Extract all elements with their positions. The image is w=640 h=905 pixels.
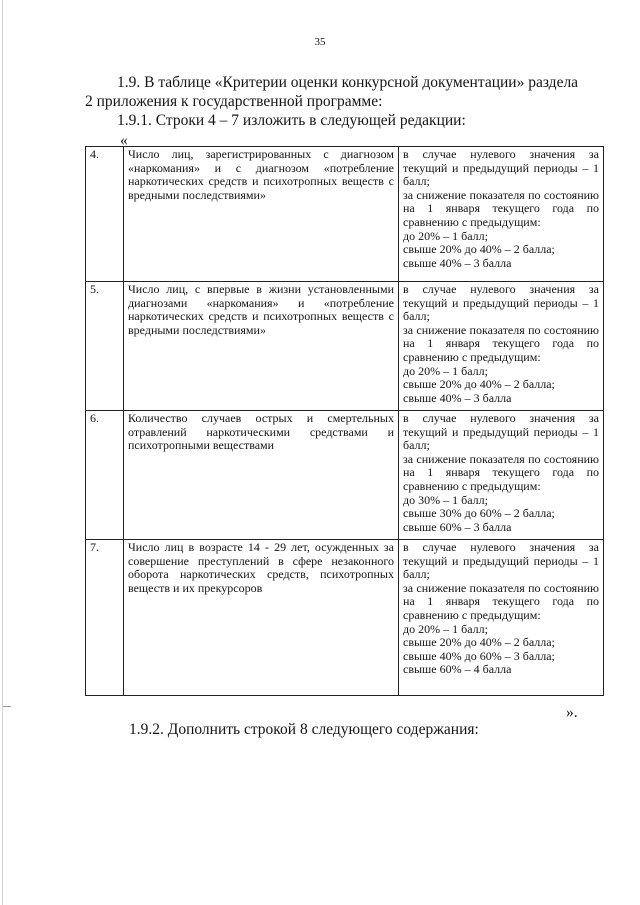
row-number: 6.	[86, 411, 124, 540]
score-line: свыше 40% до 60% – 3 балла;	[403, 648, 555, 663]
score-cell	[399, 540, 604, 696]
score-line: до 20% – 1 балл;	[403, 363, 488, 378]
score-line: до 30% – 1 балл;	[403, 492, 488, 507]
score-line: за снижение показателя по состоянию на 1 января текущего года по сравнению с предыдущим:	[403, 580, 599, 622]
intro-paragraph-line-1: 1.9. В таблице «Критерии оценки конкурсной документации» раздела	[117, 74, 579, 91]
opening-quote-mark: «	[120, 132, 128, 149]
score-line: в случае нулевого значения за текущий и предыдущий периоды – 1 балл;	[403, 411, 599, 453]
amendment-instruction: 1.9.1. Строки 4 – 7 изложить в следующей редакции:	[117, 112, 466, 129]
score-line: свыше 20% до 40% – 2 балла;	[403, 377, 555, 392]
score-cell	[399, 411, 604, 540]
intro-paragraph-line-2: 2 приложения к государственной программе:	[85, 93, 383, 110]
score-cell	[399, 282, 604, 411]
score-line: свыше 20% до 40% – 2 балла;	[403, 242, 555, 257]
score-line: до 20% – 1 балл;	[403, 621, 488, 636]
score-line: свыше 60% – 3 балла	[403, 519, 512, 534]
score-line: в случае нулевого значения за текущий и предыдущий периоды – 1 балл;	[403, 282, 599, 324]
table-row	[86, 147, 604, 282]
row-number: 7.	[86, 540, 124, 696]
scan-left-edge	[2, 0, 3, 905]
criterion-text: Число лиц, с впервые в жизни установленными диагнозами «наркомания» и «потребление наркотических средств и психотропных веществ с вредными последствиями»	[124, 282, 399, 411]
next-amendment-item: 1.9.2. Дополнить строкой 8 следующего содержания:	[129, 721, 479, 738]
score-line: за снижение показателя по состоянию на 1 января текущего года по сравнению с предыдущим:	[403, 187, 599, 229]
criterion-text: Число лиц в возрасте 14 - 29 лет, осужденных за совершение преступлений в сфере незаконного оборота наркотических средств, психотропных веществ и их прекурсоров	[124, 540, 399, 696]
criteria-table	[85, 146, 604, 696]
table-row	[86, 540, 604, 696]
score-line: свыше 30% до 60% – 2 балла;	[403, 506, 555, 521]
table-row	[86, 411, 604, 540]
score-line: за снижение показателя по состоянию на 1 января текущего года по сравнению с предыдущим:	[403, 451, 599, 493]
score-line: свыше 40% – 3 балла	[403, 255, 512, 270]
page-number: 35	[314, 36, 326, 48]
criterion-text: Число лиц, зарегистрированных с диагнозом «наркомания» и с диагнозом «потребление наркотических средств и психотропных веществ с вредными последствиями»	[124, 147, 399, 282]
score-line: свыше 60% – 4 балла	[403, 662, 512, 677]
criterion-text: Количество случаев острых и смертельных отравлений наркотическими средствами и психотропными веществами	[124, 411, 399, 540]
scan-margin-mark	[3, 706, 11, 707]
score-line: свыше 40% – 3 балла	[403, 390, 512, 405]
score-line: за снижение показателя по состоянию на 1 января текущего года по сравнению с предыдущим:	[403, 322, 599, 364]
score-cell	[399, 147, 604, 282]
score-line: свыше 20% до 40% – 2 балла;	[403, 635, 555, 650]
score-line: до 20% – 1 балл;	[403, 228, 488, 243]
closing-quote-mark: ».	[566, 704, 578, 721]
row-number: 4.	[86, 147, 124, 282]
score-line: в случае нулевого значения за текущий и предыдущий периоды – 1 балл;	[403, 147, 599, 189]
score-line: в случае нулевого значения за текущий и предыдущий периоды – 1 балл;	[403, 540, 599, 582]
row-number: 5.	[86, 282, 124, 411]
table-row	[86, 282, 604, 411]
